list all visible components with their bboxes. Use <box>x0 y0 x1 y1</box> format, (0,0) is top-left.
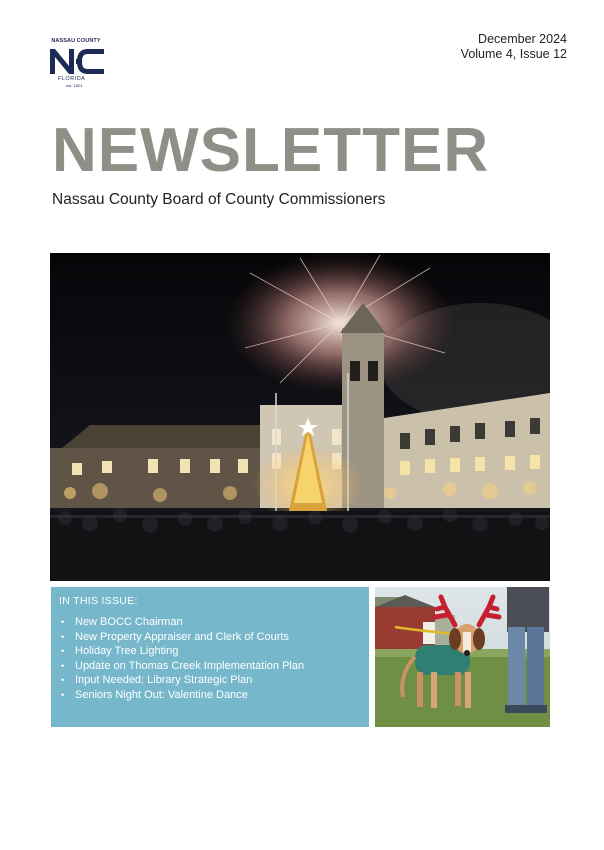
toc-item: • Input Needed: Library Strategic Plan <box>59 673 304 688</box>
logo-county-name: NASSAU COUNTY <box>51 38 101 44</box>
in-this-issue-box <box>51 587 369 727</box>
toc-item: • New Property Appraiser and Clerk of Courts <box>59 630 304 645</box>
newsletter-subtitle: Nassau County Board of County Commissioners <box>52 191 386 208</box>
hero-illustration <box>50 253 550 581</box>
toc-item: • Seniors Night Out: Valentine Dance <box>59 688 304 703</box>
newsletter-title: NEWSLETTER <box>52 116 490 185</box>
courthouse-fireworks-photo <box>50 253 550 581</box>
issue-date: December 2024 <box>478 32 567 46</box>
logo-state: FLORIDA <box>58 76 86 82</box>
issue-info <box>461 32 567 62</box>
dog-illustration <box>375 587 550 727</box>
toc-item: • Holiday Tree Lighting <box>59 644 304 659</box>
toc-item: • New BOCC Chairman <box>59 615 304 630</box>
toc-list <box>59 615 304 703</box>
dog-with-antlers-photo <box>375 587 550 727</box>
county-logo <box>44 38 108 90</box>
toc-item: • Update on Thomas Creek Implementation Plan <box>59 659 304 674</box>
toc-heading: IN THIS ISSUE: <box>59 595 138 607</box>
issue-volume: Volume 4, Issue 12 <box>460 47 567 61</box>
logo-established: est. 1824 <box>66 83 83 88</box>
nc-logo-icon <box>48 46 106 76</box>
